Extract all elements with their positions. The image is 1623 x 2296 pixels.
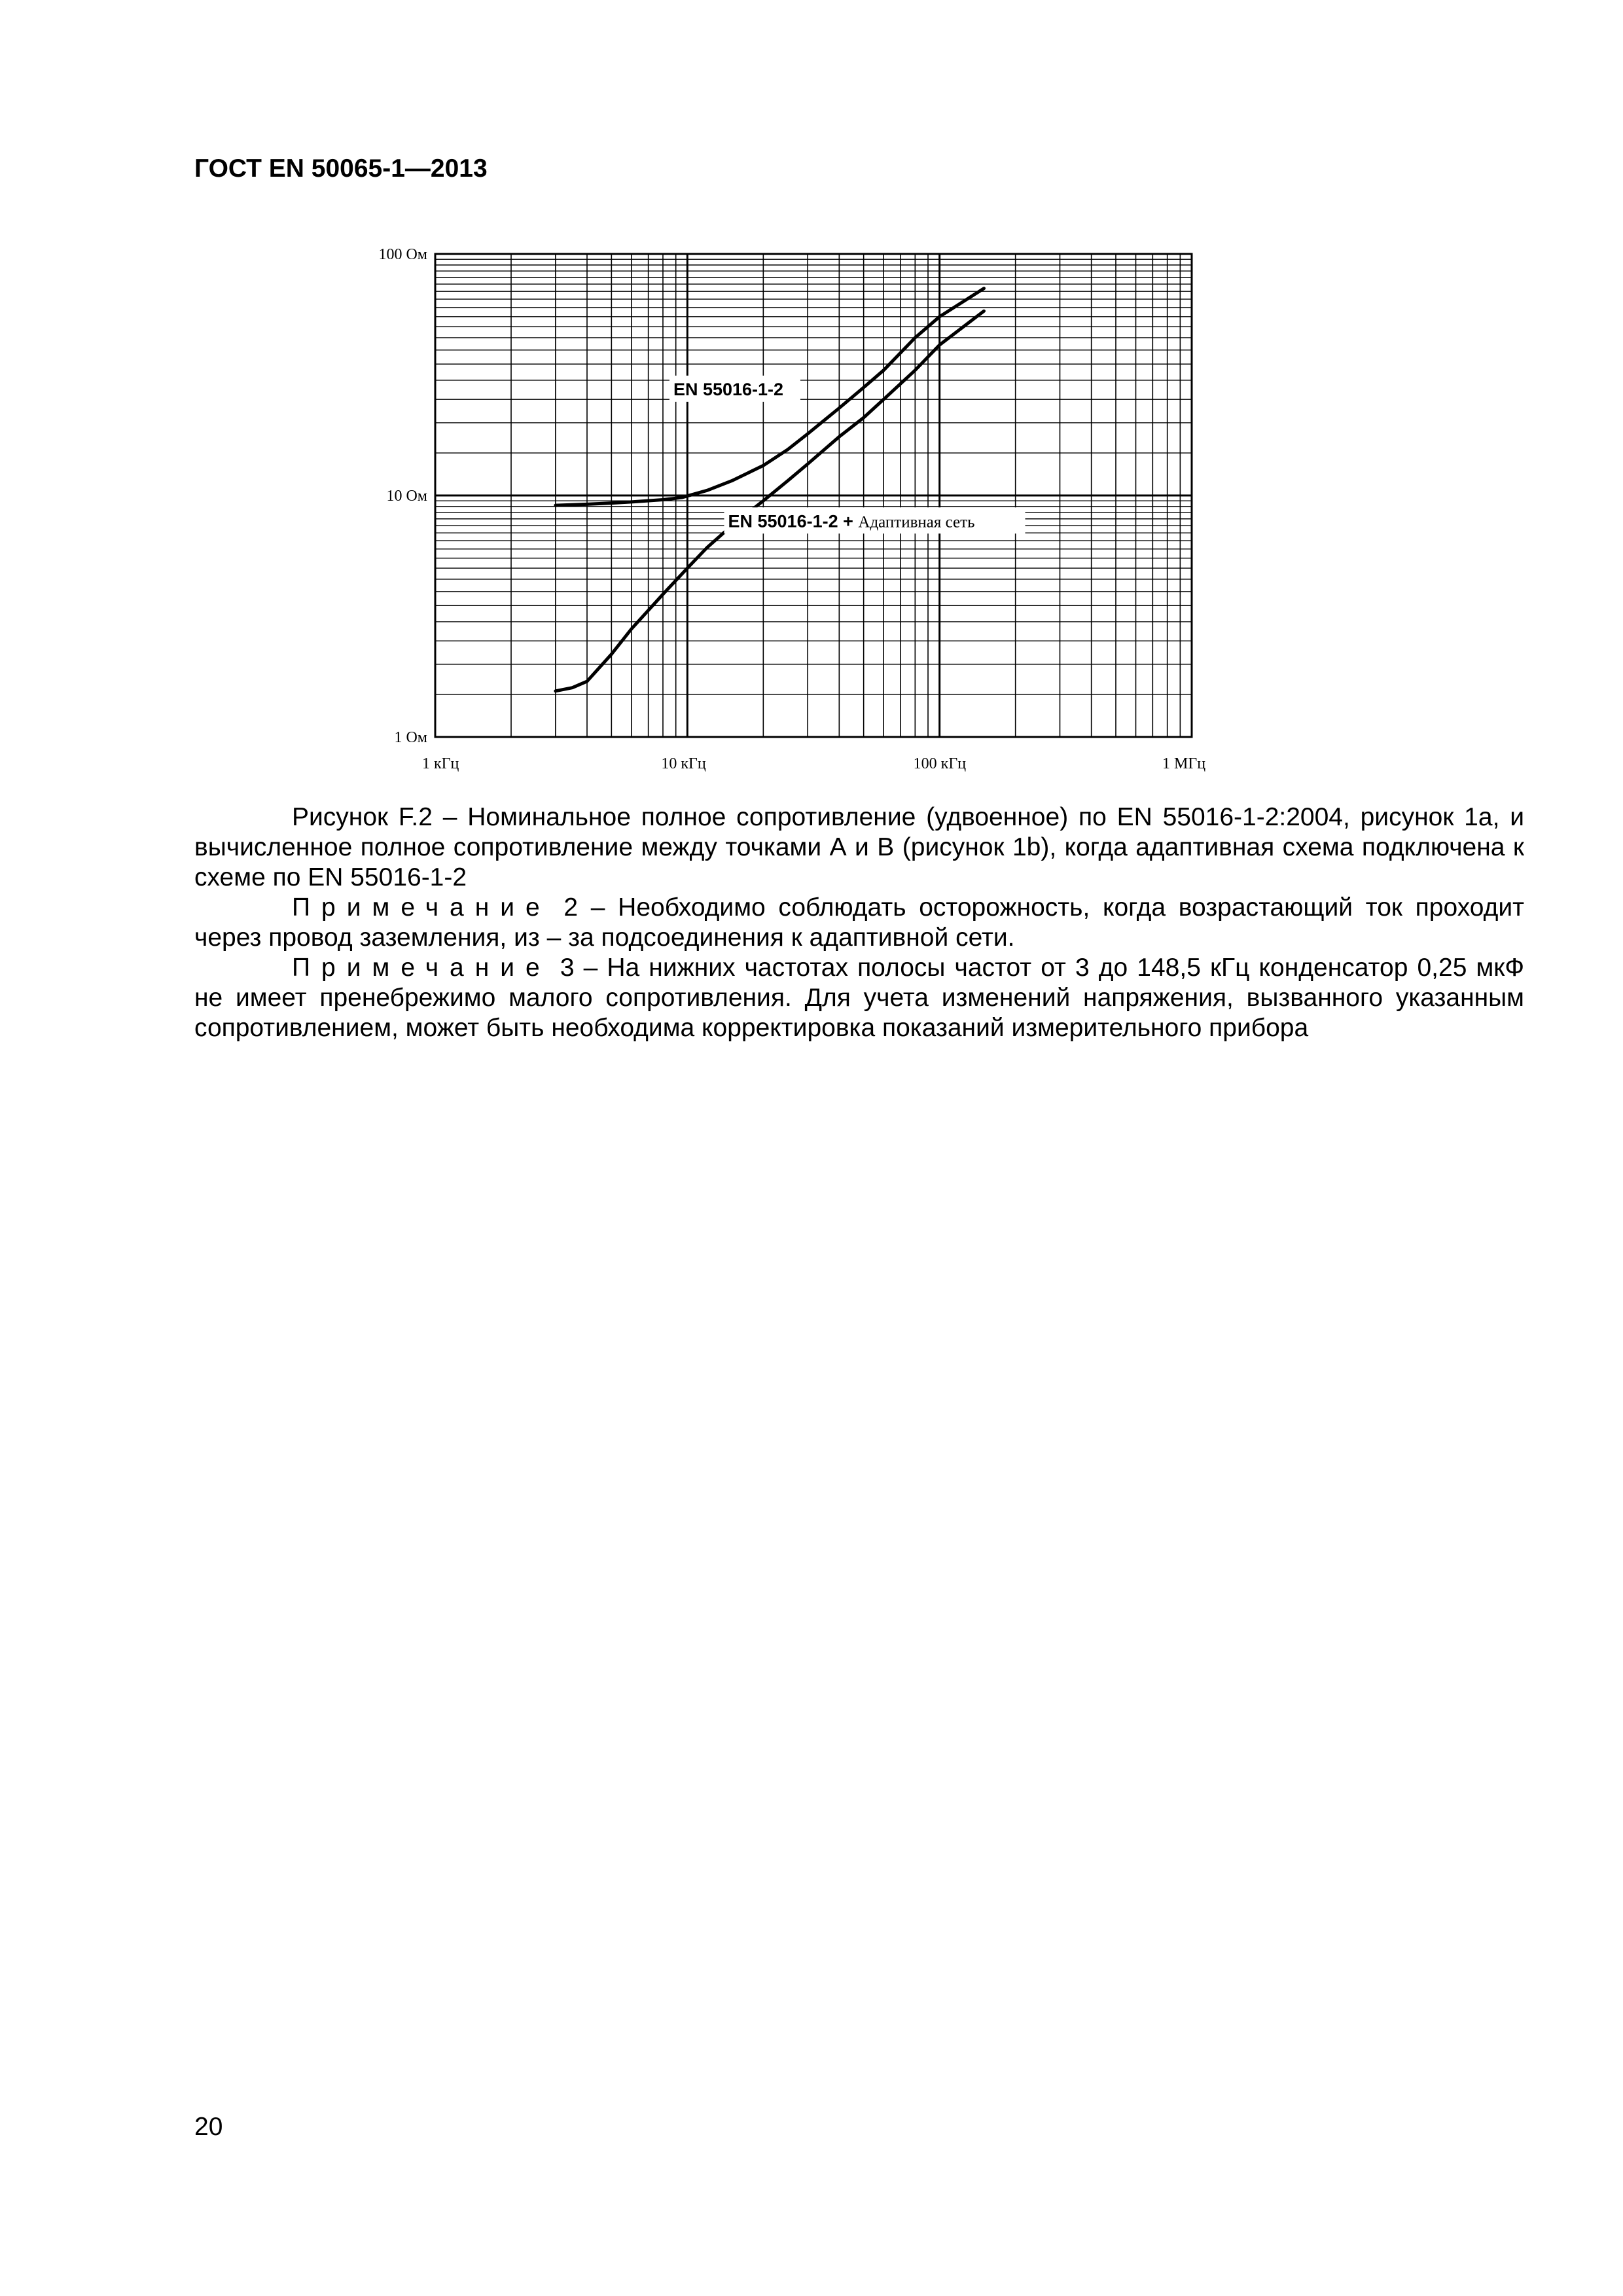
note-2	[194, 893, 1524, 953]
note-2-text: 2 – Необходимо соблюдать осторожность, когда возрастающий ток проходит через провод заземления, из – за подсоединения к адаптивной сети.	[194, 893, 1524, 952]
y-tick-label: 10 Ом	[386, 488, 427, 505]
x-tick-label: 10 кГц	[661, 755, 706, 772]
note-3-text: 3 – На нижних частотах полосы частот от 3 до 148,5 кГц конденсатор 0,25 мкФ не имеет пренебрежимо малого сопротивления. Для учета изменений напряжения, вызванного указанным сопротивлением, может быть необходима корректировка показаний измерительного прибора	[194, 954, 1524, 1042]
figure-caption	[194, 802, 1524, 1043]
x-tick-label: 1 кГц	[422, 755, 459, 772]
note-2-label: Примечание	[292, 893, 551, 922]
y-tick-label: 1 Ом	[394, 729, 427, 746]
series-layer	[556, 289, 984, 691]
note-3-label: Примечание	[292, 954, 551, 982]
x-tick-labels	[422, 755, 1205, 772]
figure-caption-text: Рисунок F.2 – Номинальное полное сопротивление (удвоенное) по EN 55016-1-2:2004, рисунок 1a, и вычисленное полное сопротивление между точками А и В (рисунок 1b), когда адаптивная схема подключена к схеме по EN 55016-1-2	[194, 803, 1524, 891]
x-tick-label: 100 кГц	[913, 755, 967, 772]
note-3	[194, 953, 1524, 1043]
y-tick-labels	[378, 246, 427, 746]
impedance-chart	[0, 0, 1623, 798]
document-header: ГОСТ EN 50065-1—2013	[194, 154, 488, 183]
annotation-en55016-adaptive: EN 55016-1-2 + Адаптивная сеть	[728, 511, 975, 531]
annotation-en55016: EN 55016-1-2	[673, 379, 784, 399]
page-number: 20	[194, 2113, 223, 2141]
x-tick-label: 1 МГц	[1162, 755, 1206, 772]
y-tick-label: 100 Ом	[378, 246, 427, 263]
